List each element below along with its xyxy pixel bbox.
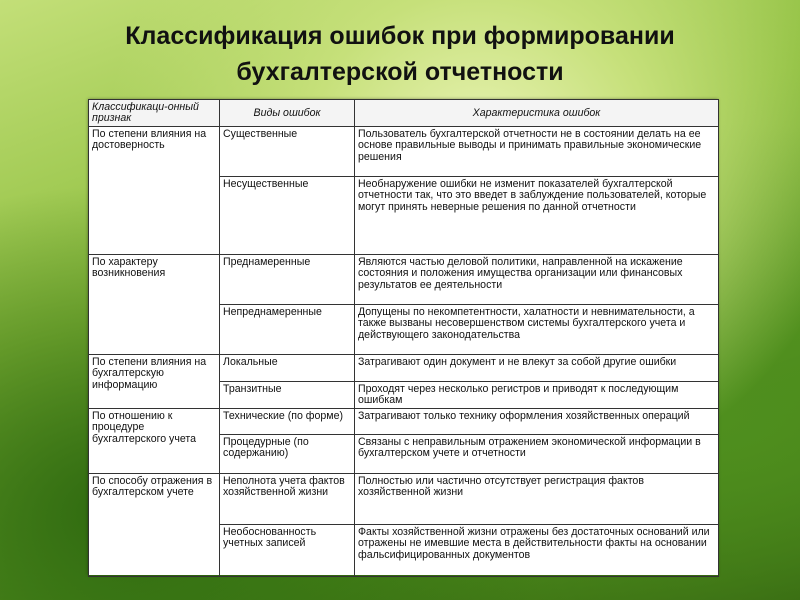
header-error-characteristics: Характеристика ошибок <box>355 100 719 127</box>
table-row <box>89 355 719 382</box>
table-row <box>89 127 719 177</box>
description-cell: Затрагивают только технику оформления хозяйственных операций <box>355 408 719 434</box>
slide-title-line-1: Классификация ошибок при формировании <box>125 22 675 50</box>
error-type-cell: Локальные <box>220 355 355 382</box>
error-type-cell: Непреднамеренные <box>220 305 355 355</box>
table-row <box>89 473 719 524</box>
error-type-cell: Необоснованность учетных записей <box>220 524 355 576</box>
error-classification-table <box>88 99 718 575</box>
criterion-cell: По характеру возникновения <box>89 255 220 355</box>
criterion-cell: По степени влияния на достоверность <box>89 127 220 255</box>
description-cell: Полностью или частично отсутствует регистрация фактов хозяйственной жизни <box>355 473 719 524</box>
slide-title <box>40 18 760 90</box>
table-row <box>89 255 719 305</box>
criterion-cell: По отношению к процедуре бухгалтерского учета <box>89 408 220 473</box>
header-error-types: Виды ошибок <box>220 100 355 127</box>
slide-title-line-2: бухгалтерской отчетности <box>236 58 564 86</box>
description-cell: Проходят через несколько регистров и приводят к последующим ошибкам <box>355 382 719 409</box>
error-type-cell: Существенные <box>220 127 355 177</box>
description-cell: Факты хозяйственной жизни отражены без достаточных оснований или отражены не имевшие места в действительности факты на основании фальсифицированных документов <box>355 524 719 576</box>
header-criterion: Классификаци-онный признак <box>89 100 220 127</box>
description-cell: Пользователь бухгалтерской отчетности не в состоянии делать на ее основе правильные выводы и принимать правильные экономические решения <box>355 127 719 177</box>
criterion-cell: По способу отражения в бухгалтерском учете <box>89 473 220 576</box>
error-type-cell: Преднамеренные <box>220 255 355 305</box>
error-type-cell: Несущественные <box>220 177 355 255</box>
error-type-cell: Процедурные (по содержанию) <box>220 434 355 473</box>
description-cell: Являются частью деловой политики, направленной на искажение состояния и положения имущества организации или финансовых результатов ее деятельности <box>355 255 719 305</box>
description-cell: Связаны с неправильным отражением экономической информации в бухгалтерском учете и отчетности <box>355 434 719 473</box>
criterion-cell: По степени влияния на бухгалтерскую информацию <box>89 355 220 409</box>
error-type-cell: Транзитные <box>220 382 355 409</box>
error-type-cell: Неполнота учета фактов хозяйственной жизни <box>220 473 355 524</box>
error-type-cell: Технические (по форме) <box>220 408 355 434</box>
description-cell: Затрагивают один документ и не влекут за собой другие ошибки <box>355 355 719 382</box>
table-row <box>89 408 719 434</box>
description-cell: Необнаружение ошибки не изменит показателей бухгалтерской отчетности так, что это введет в заблуждение пользователей, которые могут принять неверные решения по данной отчетности <box>355 177 719 255</box>
description-cell: Допущены по некомпетентности, халатности и невнимательности, а также вызваны несовершенством системы бухгалтерского учета и действующего законодательства <box>355 305 719 355</box>
